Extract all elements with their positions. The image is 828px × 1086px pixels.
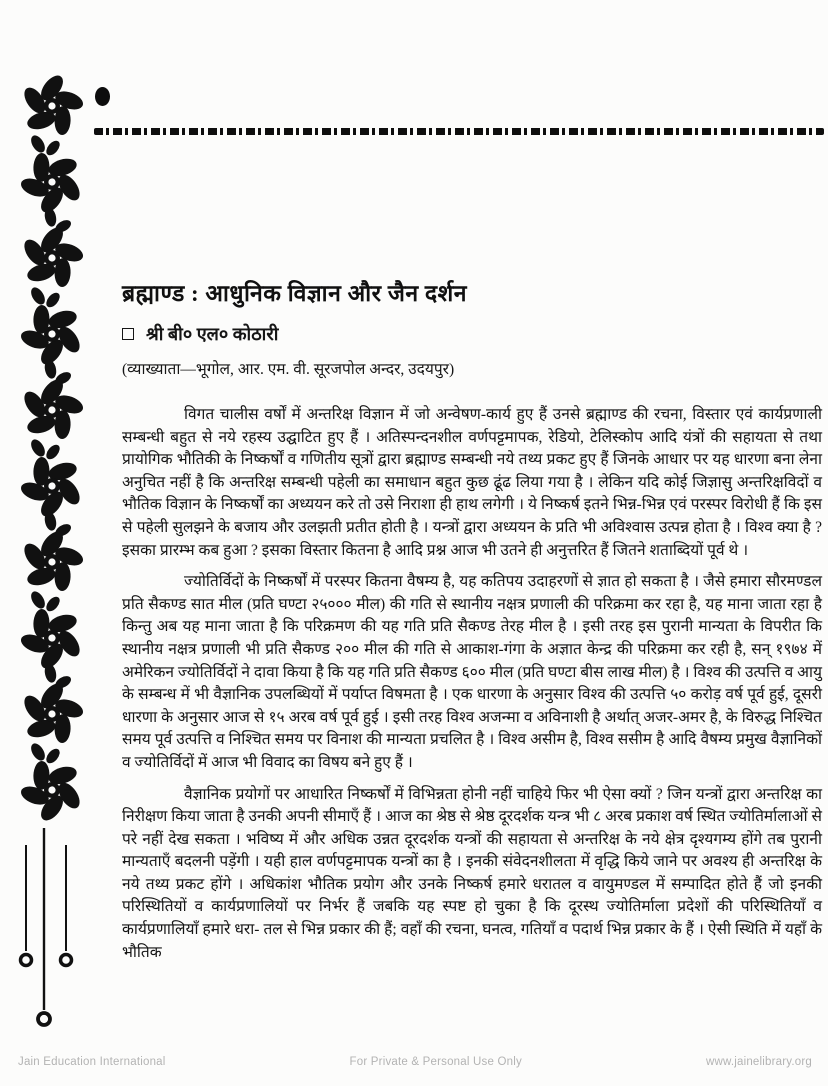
- square-bullet-icon: [122, 328, 134, 340]
- footer-left: Jain Education International: [18, 1056, 166, 1068]
- scan-footer: [0, 1056, 828, 1068]
- paragraph-1: विगत चालीस वर्षों में अन्तरिक्ष विज्ञान में जो अन्वेषण-कार्य हुए हैं उनसे ब्रह्माण्ड की रचना, विस्तार एवं कार्यप्रणाली सम्बन्धी बहुत से नये रहस्य उद्घाटित हुए हैं । अतिस्पन्दनशील वर्णपट्टमापक, रेडियो, टेलिस्कोप आदि यंत्रों की सहायता से तथा प्रायोगिक भौतिकी के निष्कर्षों व गणितीय सूत्रों द्वारा ब्रह्माण्ड सम्बन्धी नये तथ्य प्रकट हुए हैं जिनके आधार पर यह धारणा बना लेना अनुचित नहीं है कि अन्तरिक्ष सम्बन्धी पहेली का समाधान बहुत कुछ ढूंढ लिया गया है । लेकिन यदि कोई जिज्ञासु अन्तरिक्षविदों व भौतिक विज्ञान के निष्कर्षों का अध्ययन करे तो उसे निराशा ही हाथ लगेगी । ये निष्कर्ष इतने भिन्न-भिन्न एवं परस्पर विरोधी हैं कि इस से पहेली सुलझने के बजाय और उलझती प्रतीत होती है । यन्त्रों द्वारा अध्ययन के प्रति भी अविश्वास उत्पन्न होता है । विश्व क्या है ? इसका प्रारम्भ कब हुआ ? इसका विस्तार कितना है आदि प्रश्न आज भी उतने ही अनुत्तरित हैं जितने शताब्दियों पूर्व थे ।: [122, 406, 822, 559]
- footer-center: For Private & Personal Use Only: [349, 1056, 522, 1068]
- article: [122, 276, 822, 973]
- author-name: श्री बी० एल० कोठारी: [146, 324, 279, 344]
- footer-right: www.jainelibrary.org: [705, 1056, 812, 1068]
- article-body: [122, 404, 822, 964]
- author-affiliation: (व्याख्याता—भूगोल, आर. एम. वी. सूरजपोल अन्दर, उदयपुर): [122, 361, 455, 378]
- byline: [122, 322, 822, 346]
- page-bullet-dot-icon: [95, 87, 110, 106]
- dash-dot-divider: [94, 128, 824, 135]
- article-title: ब्रह्माण्ड : आधुनिक विज्ञान और जैन दर्शन: [122, 281, 468, 306]
- ornamental-border-icon: [14, 58, 90, 1038]
- paragraph-2: ज्योतिर्विदों के निष्कर्षों में परस्पर कितना वैषम्य है, यह कतिपय उदाहरणों से ज्ञात हो सकता है । जैसे हमारा सौरमण्डल प्रति सैकण्ड सात मील (प्रति घण्टा २५००० मील) की गति से स्थानीय नक्षत्र प्रणाली की परिक्रमा कर रहा है, यह माना जाता रहा है किन्तु अब यह माना जाता है कि परिक्रमण की यह गति प्रति सैकण्ड तेरह मील है । इसी तरह इस पुरानी मान्यता के विपरीत कि स्थानीय नक्षत्र प्रणाली भी प्रति सैकण्ड २०० मील की गति से आकाश-गंगा के अज्ञात केन्द्र की परिक्रमा कर रही है, सन् १९७४ में अमेरिकन ज्योतिर्विदों ने दावा किया है कि यह गति प्रति सैकण्ड ६०० मील (प्रति घण्टा बीस लाख मील) है । विश्व की उत्पत्ति व आयु के सम्बन्ध में भी वैज्ञानिक उपलब्धियों में पर्याप्त विषमता है । एक धारणा के अनुसार विश्व की उत्पत्ति ५० करोड़ वर्ष पूर्व हुई, दूसरी धारणा के अनुसार आज से १५ अरब वर्ष पूर्व हुई । इसी तरह विश्व अजन्मा व अविनाशी है अर्थात् अजर-अमर है, के विरुद्ध निश्चित समय पूर्व उत्पत्ति व निश्चित समय पर विनाश की मान्यता प्रचलित है । विश्व असीम है, विश्व ससीम है आदि वैषम्य प्रमुख वैज्ञानिकों व ज्योतिर्विदों में आज भी विवाद का विषय बने हुए हैं ।: [122, 573, 822, 771]
- paragraph-3: वैज्ञानिक प्रयोगों पर आधारित निष्कर्षों में विभिन्नता होनी नहीं चाहिये फिर भी ऐसा क्यों ? जिन यन्त्रों द्वारा अन्तरिक्ष का निरीक्षण किया जाता है उनकी अपनी सीमाएँ हैं । आज का श्रेष्ठ से श्रेष्ठ दूरदर्शक यन्त्र भी ८ अरब प्रकाश वर्ष स्थित ज्योतिर्मालाओं से परे नहीं देख सकता । भविष्य में और अधिक उन्नत दूरदर्शक यन्त्रों की सहायता से अन्तरिक्ष के नये क्षेत्र दृश्यगम्य होंगे तब पुरानी मान्यताएँ बदलनी पड़ेंगी । यही हाल वर्णपट्टमापक यन्त्रों का है । इनकी संवेदनशीलता में वृद्धि किये जाने पर अवश्य ही अन्तरिक्ष के नये तथ्य प्रकट होंगे । अधिकांश भौतिक प्रयोग और उनके निष्कर्ष हमारे धरातल व वायुमण्डल में सम्पादित होते हैं जो इनकी परिस्थितियों व कार्यप्रणालियों पर निर्भर हैं जबकि यह स्पष्ट हो चुका है कि दूरस्थ ज्योतिर्माला प्रदेशों की परिस्थितियाँ व कार्यप्रणालियाँ हमारे धरा- तल से भिन्न प्रकार की हैं; वहाँ की रचना, घनत्व, गतियाँ व पदार्थ भिन्न प्रकार के हैं । ऐसी स्थिति में यहाँ के भौतिक: [122, 785, 822, 961]
